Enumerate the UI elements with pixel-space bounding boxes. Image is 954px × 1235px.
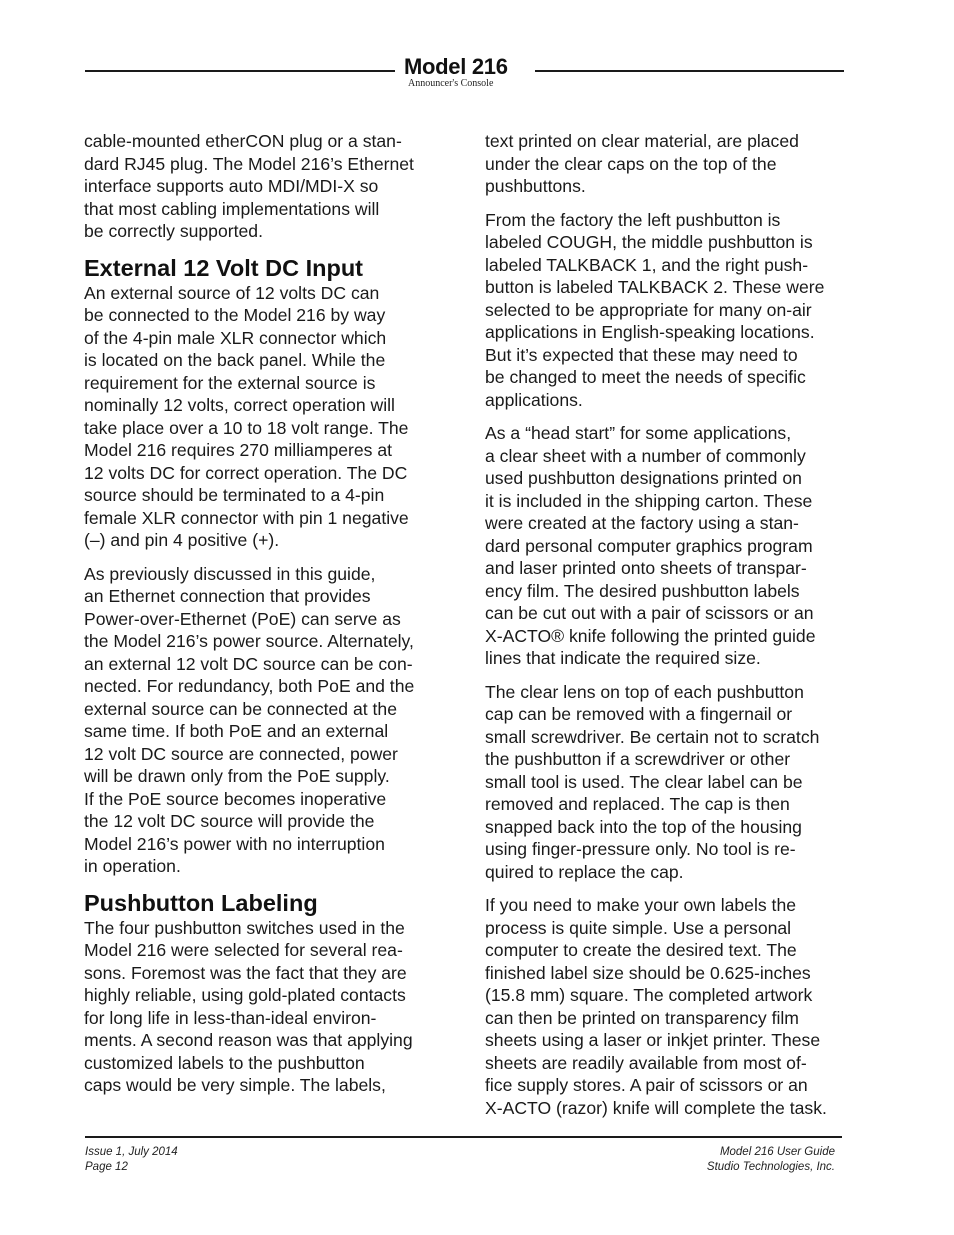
paragraph-clear-lens: The clear lens on top of each pushbutton cap can be removed with a fingernail or small screwdriver. Be certain not to scratch the pushbutton if a screwdriver or other small tool is used. The clear label can be removed and replaced. The cap is then snapped back into the top of the housing using finger-pressure only. No tool is re- quired to replace the cap. — [485, 681, 820, 882]
paragraph-ethercon: cable-mounted etherCON plug or a stan- dard RJ45 plug. The Model 216’s Ethernet interface supports auto MDI/MDI-X so that most cabling implementations will be correctly supported. — [84, 131, 414, 241]
heading-pushbutton-labeling: Pushbutton Labeling — [84, 889, 318, 916]
heading-external-dc-input: External 12 Volt DC Input — [84, 254, 363, 281]
header-rule-right — [535, 70, 844, 72]
paragraph-poe-redundancy: As previously discussed in this guide, an Ethernet connection that provides Power-over-Ethernet (PoE) can serve as the Model 216’s power source. Alternately, an external 12 volt DC source can be con- nected. For redundancy, both PoE and the external source can be connected at the same time. If both PoE and an external 12 volt DC source are connected, power will be drawn only from the PoE supply. If the PoE source becomes inoperative the 12 volt DC source will provide the Model 216’s power with no interruption in operation. — [84, 563, 415, 876]
paragraph-labels-continued: text printed on clear material, are placed under the clear caps on the top of the pushbuttons. — [485, 131, 799, 196]
header-title: Model 216 — [404, 54, 508, 79]
footer-left — [85, 1145, 178, 1175]
header-logo — [404, 55, 526, 89]
footer-guide-title: Model 216 User Guide — [719, 1146, 835, 1158]
left-column — [84, 130, 454, 1108]
paragraph-dc-input: An external source of 12 volts DC can be connected to the Model 216 by way of the 4-pin male XLR connector which is located on the back panel. While the requirement for the external source is nominally 12 volts, correct operation will take place over a 10 to 18 volt range. The Model 216 requires 270 milliamperes at 12 volts DC for correct operation. The DC source should be terminated to a 4-pin female XLR connector with pin 1 negative (–) and pin 4 positive (+). — [84, 282, 409, 550]
footer-right — [707, 1145, 835, 1175]
paragraph-pushbutton-switches: The four pushbutton switches used in the Model 216 were selected for several rea- sons. Foremost was the fact that they are highly reliable, using gold-plated contacts for long life in less-than-ideal environ- ments. A second reason was that applying customized labels to the pushbutton caps would be very simple. The labels, — [84, 917, 413, 1095]
paragraph-factory-labels: From the factory the left pushbutton is labeled COUGH, the middle pushbutton is labeled TALKBACK 1, and the right push- button is labeled TALKBACK 2. These were selected to be appropriate for many on-air applications in English-speaking locations. But it’s expected that these may need to be changed to meet the needs of specific applications. — [485, 209, 825, 410]
paragraph-make-own-labels: If you need to make your own labels the process is quite simple. Use a personal computer to create the desired text. The finished label size should be 0.625-inches (15.8 mm) square. The completed artwork can then be printed on transparency film sheets using a laser or inkjet printer. These sheets are readily available from most of- fice supply stores. A pair of scissors or an X-ACTO (razor) knife will complete the task. — [485, 895, 827, 1118]
footer-rule — [85, 1136, 842, 1138]
footer-page-number: Page 12 — [85, 1161, 128, 1173]
header-subtitle: Announcer's Console — [408, 78, 494, 89]
right-column — [485, 130, 860, 1130]
paragraph-head-start: As a “head start” for some applications, a clear sheet with a number of commonly used pushbutton designations printed on it is included in the shipping carton. These were created at the factory using a stan- dard personal computer graphics program and laser printed onto sheets of transpar- ency film. The desired pushbutton labels can be cut out with a pair of scissors or an X-ACTO® knife following the printed guide lines that indicate the required size. — [485, 423, 816, 668]
footer-company: Studio Technologies, Inc. — [706, 1161, 835, 1173]
footer-issue: Issue 1, July 2014 — [85, 1146, 178, 1158]
header-rule-left — [85, 70, 395, 72]
